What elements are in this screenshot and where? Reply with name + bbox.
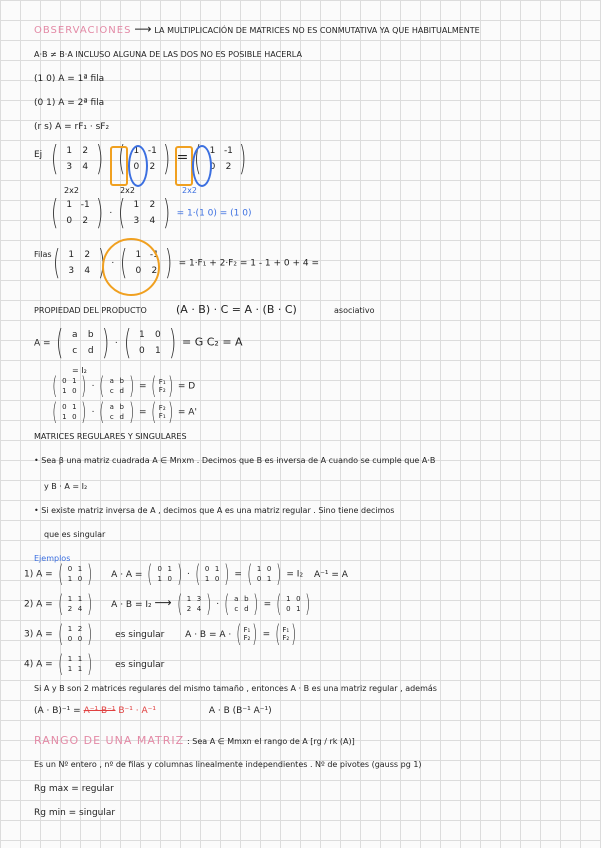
matrix-entry: 0 [77, 575, 83, 583]
matrix-entry: 3 [68, 266, 75, 276]
matrix-a: ( a b c d ) [56, 323, 109, 363]
matrix-m2: ( 1 -1 0 2 ) [118, 139, 171, 179]
vector-entry: F₂ [158, 404, 166, 412]
eq-d: = D [177, 381, 196, 392]
matrix-entry: 1 [286, 595, 291, 603]
matrix-entry: 0 [77, 635, 83, 643]
matrix-entry: b [244, 595, 249, 603]
matrix-entry: 1 [256, 565, 262, 573]
ej-matrix-row: ( 1 2 3 4 ) · ( 1 -1 0 2 ) = ( 1 -1 0 2 ) [48, 142, 250, 176]
arrow-icon: ⟶ [134, 22, 152, 36]
matrix-entry: d [244, 605, 249, 613]
dim-label: 2x2 [120, 186, 135, 195]
matrix-entry: 0 [72, 387, 77, 395]
matrix-entries [134, 327, 166, 359]
matrix-entry: 0 [157, 565, 162, 573]
matrix-entry: d [119, 413, 124, 421]
matrix-m4: ( 1 -1 0 2 ) [50, 193, 104, 233]
matrix-entries [63, 247, 95, 279]
vector-entry: F₁ [158, 378, 166, 386]
matrix-entry: 1 [62, 413, 67, 421]
arrow-icon: ⟶ [154, 595, 172, 610]
bullet-1b: y B · A = I₂ [44, 482, 88, 491]
matrix-entry: 1 [214, 565, 220, 573]
gc-eq: = G C₂ = A [182, 335, 243, 349]
matrix-entry: c [109, 387, 114, 395]
matrix-entry: 1 [133, 200, 140, 210]
blue-column-highlight [128, 145, 148, 187]
matrix-entry: 1 [167, 565, 172, 573]
propiedad-eq: (A · B) · C = A · (B · C) [176, 303, 297, 316]
filas-label: Filas [34, 250, 52, 259]
matrix-entry: 1 [209, 146, 216, 156]
i2-label: = I₂ [72, 366, 87, 375]
propiedad-label: PROPIEDAD DEL PRODUCTO [34, 306, 147, 315]
matrix-entry: 2 [84, 250, 91, 260]
matrix-entry: 1 [296, 605, 301, 613]
matrix-entry: 0 [154, 330, 161, 340]
matrix-entry: 4 [82, 162, 89, 172]
orange-column-highlight [110, 146, 128, 186]
matrix-entry: 0 [209, 162, 216, 172]
rango-heading-row: RANGO DE UNA MATRIZ : Sea A ∈ Mmxn el rango de A [rg / rk (A)] [34, 734, 355, 747]
matrix-entries [61, 197, 93, 229]
matrix-entry: b [119, 403, 124, 411]
matrix-entry: d [87, 346, 94, 356]
matrix-entries [231, 594, 251, 614]
matrices-regulares-heading: MATRICES REGULARES Y SINGULARES [34, 432, 187, 441]
matrix-entries [107, 402, 127, 422]
matrix-entries [107, 376, 127, 396]
vector-entry: F₂ [282, 634, 290, 642]
matrix-entries [254, 564, 274, 584]
matrix-entry: -1 [80, 200, 90, 210]
header [34, 22, 480, 36]
example-4: 4) A = ( 1 1 1 1 ) es singular [24, 650, 165, 678]
result-eq: = 1·(1 0) = (1 0) [176, 208, 252, 219]
matrix-entry: a [109, 403, 114, 411]
matrix-entry: 1 [133, 146, 140, 156]
matrix-entry: a [109, 377, 114, 385]
matrix-entry: 0 [266, 565, 272, 573]
a-eq: A = [34, 338, 51, 349]
matrix-entry: 1 [67, 665, 73, 673]
matrix-entries [59, 376, 79, 396]
matrix-entry: 1 [77, 655, 83, 663]
matrix-m6: ( 1 2 3 4 ) [52, 243, 106, 283]
matrix-entry: 1 [266, 575, 272, 583]
header-text: LA MULTIPLICACIÓN DE MATRICES NO ES CONMUTATIVA YA QUE HABITUALMENTE [154, 26, 480, 35]
matrix-entry: 2 [186, 605, 192, 613]
matrix-entry: 1 [67, 595, 73, 603]
matrix-entry: -1 [147, 146, 157, 156]
matrix-entry: 1 [138, 330, 145, 340]
asociativo-label: asociativo [334, 306, 375, 315]
matrix-entry: 0 [62, 403, 67, 411]
matrix-entries [65, 564, 85, 584]
matrix-entry: 0 [72, 413, 77, 421]
matrix-entry: 1 [72, 403, 77, 411]
matrix-entry: 0 [67, 565, 73, 573]
ej-label: Ej [34, 150, 43, 160]
matrix-entries [59, 402, 79, 422]
matrix-entry: 0 [62, 377, 67, 385]
matrix-entry: -1 [223, 146, 233, 156]
vector-entry: F₂ [158, 386, 166, 394]
matrix-entry: 0 [67, 635, 73, 643]
note-line-2: A·B ≠ B·A INCLUSO ALGUNA DE LAS DOS NO ES POSIBLE HACERLA [34, 50, 302, 59]
dim-label: 2x2 [182, 186, 197, 195]
orange-circle-highlight [102, 238, 160, 296]
rango-title: RANGO DE UNA MATRIZ [34, 734, 185, 747]
matrix-entry: 1 [204, 575, 210, 583]
column-vector [159, 378, 166, 394]
matrix-entry: 0 [135, 266, 142, 276]
matrix-identity: ( 1 0 0 1 ) [123, 323, 177, 363]
matrix-entries [283, 594, 303, 614]
matrix-entry: 0 [296, 595, 301, 603]
matrix-entry: 0 [256, 575, 262, 583]
row-identity: A = ( a b c d ) · ( 1 0 0 1 ) = G C₂ = A [34, 323, 243, 363]
note-line-5: (r s) A = rF₁ · sF₂ [34, 122, 110, 132]
header-title: OBSERVACIONES [34, 25, 132, 36]
vector-entry: F₁ [158, 412, 166, 420]
matrix-entry: 4 [149, 216, 156, 226]
column-vector [282, 626, 289, 642]
matrix-entry: c [109, 413, 114, 421]
bullet-2: • Si existe matriz inversa de A , decimos que A es una matriz regular . Sino tiene decimos [34, 506, 395, 515]
matrix-entry: 2 [82, 216, 89, 226]
matrix-entry: 1 [157, 575, 162, 583]
crossed-out-term: A⁻¹ B⁻¹ [83, 706, 116, 716]
matrix-entry: b [119, 377, 124, 385]
matrix-entry: 2 [67, 605, 73, 613]
matrix-entry: 0 [138, 346, 145, 356]
matrix-entry: 1 [62, 387, 67, 395]
row-swap-2: ( 0 1 1 0 ) · ( a b c d ) = ( F₂ F₁ ) = A' [52, 398, 197, 426]
matrix-entry: 3 [196, 595, 202, 603]
rg-max: Rg max = regular [34, 784, 114, 794]
matrix-m7: ( 1 -1 0 2 ) [120, 243, 173, 283]
matrix-entry: 1 [66, 146, 73, 156]
matrix-entries [202, 564, 222, 584]
orange-column-highlight-result [175, 146, 193, 186]
matrix-entry: 2 [149, 162, 156, 172]
matrix-entry: 1 [77, 665, 83, 673]
matrix-m1: ( 1 2 3 4 ) [50, 139, 104, 179]
bullet-1: • Sea β una matriz cuadrada A ∈ Mnxm . Decimos que B es inversa de A cuando se cumple que A·B [34, 456, 436, 465]
matrix-entries [61, 143, 93, 175]
rg-min: Rg min = singular [34, 808, 116, 818]
matrix-entries [65, 654, 85, 674]
matrix-entry: 1 [77, 565, 83, 573]
matrix-entry: 3 [66, 162, 73, 172]
vector-entry: F₂ [243, 634, 251, 642]
si-statement: Si A y B son 2 matrices regulares del mismo tamaño , entonces A · B es una matriz regular , además [34, 684, 437, 693]
matrix-entry: 0 [167, 575, 172, 583]
bullet-2b: que es singular [44, 530, 106, 539]
vector-entry: F₁ [243, 626, 251, 634]
row-product-2: ( 1 -1 0 2 ) · ( 1 2 3 4 ) = 1·(1 0) = (1 0) [48, 196, 252, 230]
blue-column-highlight-result [192, 145, 212, 187]
example-1: 1) A = ( 0 1 1 0 ) A · A = ( 0 1 1 0 ) · ( 0 1 1 0 ) = ( 1 0 0 1 ) = I₂ A⁻¹ = A [24, 560, 348, 588]
matrix-entry: 2 [225, 162, 232, 172]
ejemplos-heading: Ejemplos [34, 554, 71, 563]
matrix-entry: a [234, 595, 239, 603]
eq-a: = A' [177, 407, 197, 418]
matrix-entries [65, 594, 85, 614]
matrix-entry: 1 [67, 655, 73, 663]
matrix-entry: 1 [68, 250, 75, 260]
rango-definition: Es un Nº entero , nº de filas y columnas linealmente independientes . Nº de pivotes (gauss pg 1) [34, 760, 422, 769]
matrix-entry: 1 [186, 595, 192, 603]
filas-eq: = 1·F₁ + 2·F₂ = 1 - 1 + 0 + 4 = [178, 258, 320, 269]
matrix-entry: b [87, 330, 94, 340]
matrix-entry: 1 [77, 595, 83, 603]
matrix-entry: a [71, 330, 78, 340]
matrix-entries [67, 327, 99, 359]
matrix-entry: -1 [149, 250, 159, 260]
matrix-entry: 1 [154, 346, 161, 356]
matrix-entries [155, 564, 175, 584]
matrix-result: ( 1 -1 0 2 ) [194, 139, 247, 179]
matrix-entry: 1 [66, 200, 73, 210]
matrix-entry: c [72, 346, 78, 356]
column-vector [159, 404, 166, 420]
matrix-entry: 0 [204, 565, 210, 573]
matrix-entry: 0 [214, 575, 220, 583]
matrix-entries [128, 197, 160, 229]
matrix-entry: d [119, 387, 124, 395]
matrix-entry: 4 [84, 266, 91, 276]
matrix-entry: 2 [77, 625, 83, 633]
matrix-entry: 1 [72, 377, 77, 385]
note-line-4: (0 1) A = 2ª fila [34, 98, 105, 108]
dim-label: 2x2 [64, 186, 79, 195]
row-swap-1: ( 0 1 1 0 ) · ( a b c d ) = ( F₁ F₂ ) = D [52, 372, 196, 400]
matrix-entry: 0 [286, 605, 291, 613]
matrix-entries [184, 594, 204, 614]
column-vector [243, 626, 250, 642]
vector-entry: F₁ [282, 626, 290, 634]
inverse-row: (A · B)⁻¹ = A⁻¹ B⁻¹ B⁻¹ · A⁻¹ A · B (B⁻¹ A⁻¹) [34, 706, 272, 716]
example-3: 3) A = ( 1 2 0 0 ) es singular A · B = A · ( F₁ F₂ ) = ( F₁ F₂ ) [24, 620, 297, 648]
matrix-entry: 1 [135, 250, 142, 260]
matrix-entry: 0 [66, 216, 73, 226]
matrix-entries [65, 624, 85, 644]
matrix-entry: 2 [151, 266, 158, 276]
note-line-3: (1 0) A = 1ª fila [34, 74, 105, 84]
matrix-entry: 2 [149, 200, 156, 210]
matrix-entry: c [234, 605, 239, 613]
matrix-entry: 2 [82, 146, 89, 156]
matrix-entry: 4 [196, 605, 202, 613]
matrix-entry: 1 [67, 575, 73, 583]
matrix-m5: ( 1 2 3 4 ) [118, 193, 171, 233]
matrix-entry: 4 [77, 605, 83, 613]
matrix-entry: 1 [67, 625, 73, 633]
row-filas: ( 1 2 3 4 ) · ( 1 -1 0 2 ) = 1·F₁ + 2·F₂ = 1 - 1 + 0 + 4 = [50, 246, 319, 280]
matrix-entry: 0 [133, 162, 140, 172]
matrix-entry: 3 [133, 216, 140, 226]
example-2: 2) A = ( 1 1 2 4 ) A · B = I₂ ⟶ ( 1 3 2 4 ) · ( a b c d ) = ( 1 0 0 1 ) [24, 590, 311, 618]
